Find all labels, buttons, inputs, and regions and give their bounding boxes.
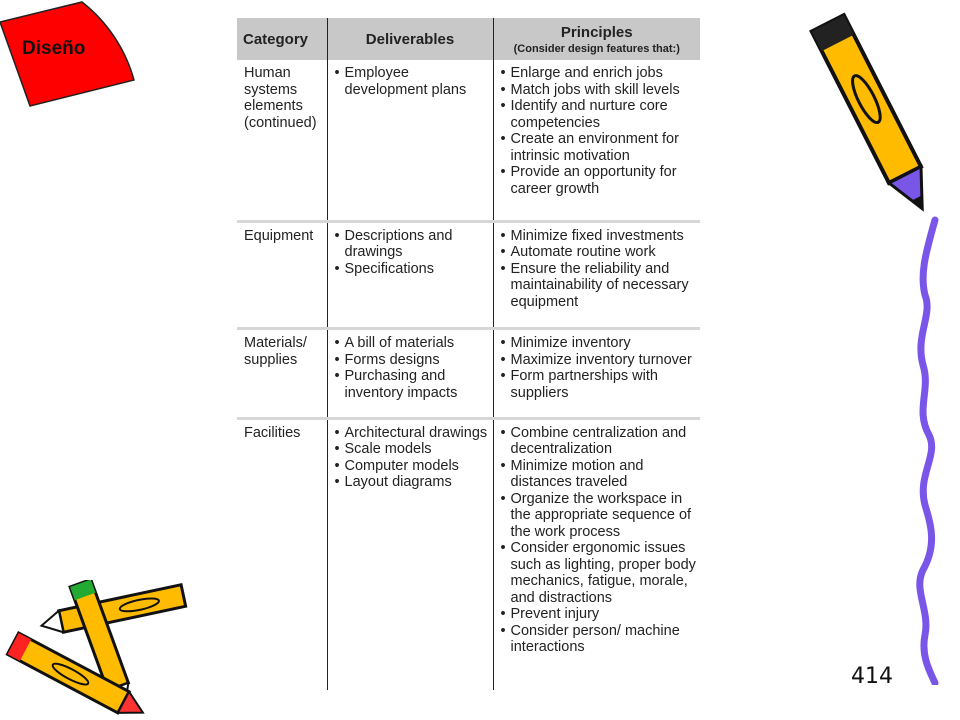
- principle-item: • Maximize inventory turnover: [501, 352, 697, 369]
- crossed-pencils-icon: [0, 580, 195, 715]
- deliverable-item: • Specifications: [335, 261, 489, 278]
- deliverables-cell: [327, 60, 493, 221]
- design-table: [237, 18, 700, 690]
- category-cell: Human systems elements (continued): [237, 60, 327, 221]
- principle-item: • Minimize motion and distances traveled: [501, 458, 697, 491]
- principle-item: • Ensure the reliability and maintainability of necessary equipment: [501, 261, 697, 311]
- page-number: 414: [851, 664, 893, 689]
- squiggle-decoration: [895, 215, 955, 685]
- deliverable-item: • Forms designs: [335, 352, 489, 369]
- principle-item: • Identify and nurture core competencies: [501, 98, 697, 131]
- table-row: [237, 60, 700, 221]
- principle-item: • Automate routine work: [501, 244, 697, 261]
- table-header-row: [237, 18, 700, 60]
- deliverable-item: • Descriptions and drawings: [335, 228, 489, 261]
- header-category: Category: [237, 18, 327, 60]
- principle-item: • Form partnerships with suppliers: [501, 368, 697, 401]
- principles-cell: [493, 418, 700, 690]
- deliverables-cell: [327, 329, 493, 418]
- principles-list: [501, 335, 697, 401]
- header-principles-sub: (Consider design features that:): [513, 42, 680, 55]
- category-cell: Materials/ supplies: [237, 329, 327, 418]
- principles-list: [501, 228, 697, 311]
- deliverables-list: [335, 65, 489, 98]
- deliverable-item: • Scale models: [335, 441, 489, 458]
- principle-item: • Organize the workspace in the appropriate sequence of the work process: [501, 491, 697, 541]
- deliverable-item: • Employee development plans: [335, 65, 489, 98]
- principles-list: [501, 65, 697, 197]
- pencil-icon: [805, 2, 945, 230]
- table-row: [237, 221, 700, 329]
- principle-item: • Combine centralization and decentralization: [501, 425, 697, 458]
- deliverable-item: • Purchasing and inventory impacts: [335, 368, 489, 401]
- principles-list: [501, 425, 697, 656]
- category-cell: Facilities: [237, 418, 327, 690]
- deliverable-item: • A bill of materials: [335, 335, 489, 352]
- deliverables-cell: [327, 221, 493, 329]
- deliverable-item: • Architectural drawings: [335, 425, 489, 442]
- principle-item: • Match jobs with skill levels: [501, 82, 697, 99]
- principle-item: • Create an environment for intrinsic motivation: [501, 131, 697, 164]
- principle-item: • Consider ergonomic issues such as lighting, proper body mechanics, fatigue, morale, and distractions: [501, 540, 697, 606]
- principles-cell: [493, 329, 700, 418]
- principles-cell: [493, 60, 700, 221]
- principle-item: • Provide an opportunity for career growth: [501, 164, 697, 197]
- section-label: Diseño: [22, 38, 86, 59]
- principle-item: • Enlarge and enrich jobs: [501, 65, 697, 82]
- table-row: [237, 418, 700, 690]
- category-cell: Equipment: [237, 221, 327, 329]
- principle-item: • Minimize fixed investments: [501, 228, 697, 245]
- deliverable-item: • Computer models: [335, 458, 489, 475]
- deliverable-item: • Layout diagrams: [335, 474, 489, 491]
- principle-item: • Prevent injury: [501, 606, 697, 623]
- header-principles: Principles (Consider design features that:): [493, 18, 700, 60]
- principle-item: • Minimize inventory: [501, 335, 697, 352]
- deliverables-cell: [327, 418, 493, 690]
- deliverables-list: [335, 425, 489, 491]
- deliverables-list: [335, 335, 489, 401]
- principles-cell: [493, 221, 700, 329]
- table-row: [237, 329, 700, 418]
- header-deliverables: Deliverables: [327, 18, 493, 60]
- principle-item: • Consider person/ machine interactions: [501, 623, 697, 656]
- deliverables-list: [335, 228, 489, 278]
